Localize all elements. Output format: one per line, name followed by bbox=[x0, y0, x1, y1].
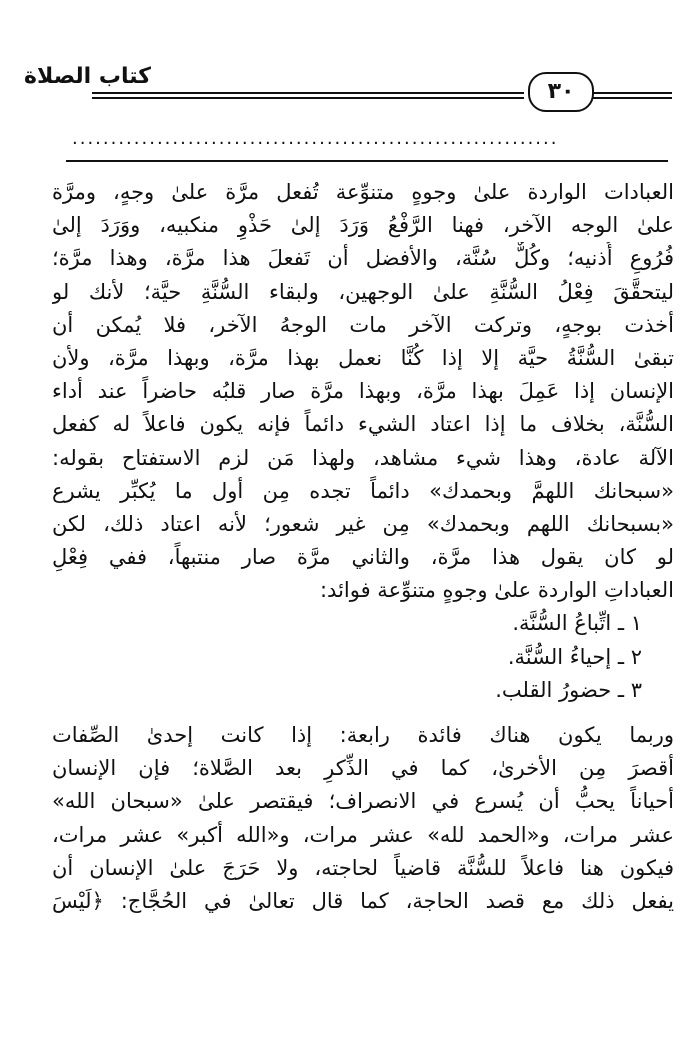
text-line: فيكون هنا فاعلاً للسُّنَّة قاضياً لحاجته، ولا حَرَجَ علىٰ الإنسان أن bbox=[52, 855, 674, 880]
text-line: عشر مرات، و«الحمد لله» عشر مرات، و«الله أكبر» عشر مرات، bbox=[52, 822, 674, 847]
text-line: العبادات الواردة علىٰ وجوهٍ متنوِّعة تُفعل مرَّة علىٰ وجهٍ، ومرَّة bbox=[52, 180, 674, 204]
body-text bbox=[52, 176, 674, 918]
text-line: تبقىٰ السُّنَّةُ حيَّة إلا إذا كُنَّا نعمل بهذا مرَّة، وبهذا مرَّة، ولأن bbox=[52, 345, 674, 370]
text-line: الإنسان إذا عَمِلَ بهذا مرَّة، وبهذا مرَّة صار قلبُه حاضراً عند أداء bbox=[52, 379, 674, 404]
benefit-item: ١ ـ اتِّباعُ السُّنَّة. bbox=[512, 611, 642, 636]
text-line: السُّنَّة، بخلاف ما إذا اعتاد الشيء دائماً فإنه يكون فاعلاً له كفعل bbox=[52, 412, 674, 437]
text-line: يفعل ذلك مع قصد الحاجة، كما قال تعالىٰ في الحُجَّاج: ﴿لَيْسَ bbox=[52, 888, 674, 913]
page-number: ٣٠ bbox=[528, 72, 594, 112]
text-line: وربما يكون هناك فائدة رابعة: إذا كانت إحدىٰ الصِّفات bbox=[52, 723, 674, 747]
text-line: فُرُوعِ أُذنيه؛ وكُلٌّ سُنَّة، والأفضل أن تَفعلَ هذا مرَّة، وهذا مرَّة؛ bbox=[52, 246, 674, 271]
text-line: لو كان يقول هذا مرَّة، والثاني مرَّة صار منتبهاً، ففي فِعْلِ bbox=[52, 545, 674, 570]
text-line: علىٰ الوجه الآخر، فهنا الرَّفْعُ وَرَدَ إلىٰ حَذْوِ منكبيه، ووَرَدَ إلىٰ bbox=[52, 213, 674, 238]
benefit-item: ٣ ـ حضورُ القلب. bbox=[495, 677, 642, 702]
header-rule bbox=[592, 92, 672, 94]
running-title: كتاب الصلاة bbox=[24, 64, 151, 89]
header-rule bbox=[92, 97, 524, 99]
dotted-separator: ............................................................... bbox=[72, 128, 559, 149]
separator-rule bbox=[66, 160, 668, 162]
text-line: «سبحانك اللهمَّ وبحمدك» دائماً تجده مِن أول ما يُكبِّر يشرع bbox=[52, 478, 674, 503]
text-line: أحياناً يحبُّ أن يُسرع في الانصراف؛ فيقتصر علىٰ «سبحان الله» bbox=[52, 789, 674, 814]
text-line: الآلة عادة، وهذا شيء مشاهد، ولهذا مَن لزم الاستفتاح بقوله: bbox=[52, 445, 674, 470]
text-line: أخذت بوجهٍ، وتركت الآخر مات الوجهُ الآخر، فلا يُمكن أن bbox=[52, 312, 674, 337]
text-line: العباداتِ الواردة علىٰ وجوهٍ متنوِّعة فوائد: bbox=[319, 578, 674, 603]
text-line: أقصرَ مِن الأخرىٰ، كما في الذِّكرِ بعد الصَّلاة؛ فإن الإنسان bbox=[52, 756, 674, 781]
header-rule bbox=[592, 97, 672, 99]
benefit-item: ٢ ـ إحياءُ السُّنَّة. bbox=[507, 644, 642, 669]
header-rule bbox=[92, 92, 524, 94]
text-line: «بسبحانك اللهم وبحمدك» مِن غير شعور؛ لأنه اعتاد ذلك، لكن bbox=[52, 511, 674, 536]
text-line: ليتحقَّقَ فِعْلُ السُّنَّةِ علىٰ الوجهين، ولبقاء السُّنَّةِ حيَّة؛ لأنك لو bbox=[52, 279, 674, 304]
